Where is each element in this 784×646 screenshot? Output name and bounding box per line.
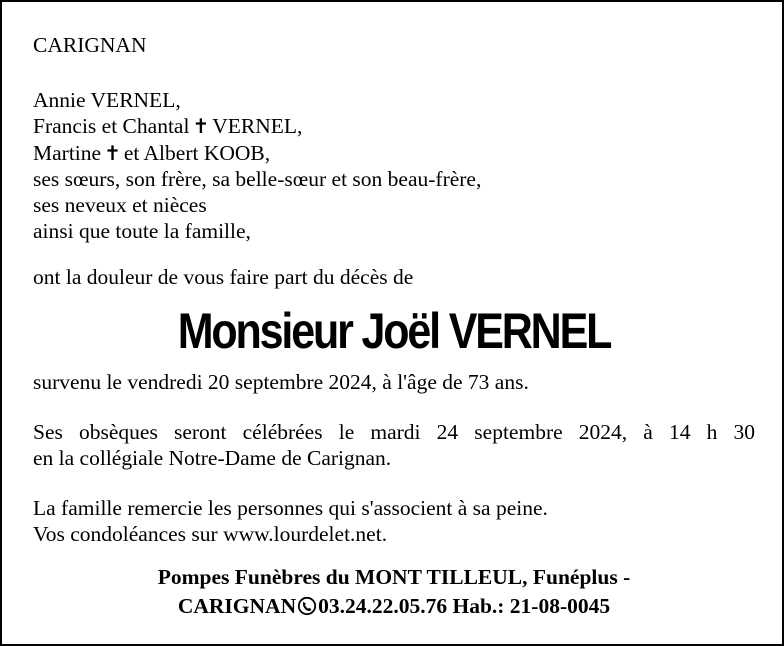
- funeral-home-town: CARIGNAN: [177, 594, 297, 618]
- family-line-3-before: Martine: [33, 141, 102, 165]
- family-line-6: ainsi que toute la famille,: [33, 219, 251, 243]
- phone-icon: [297, 595, 317, 624]
- funeral-home-contact: [2, 592, 784, 624]
- funeral-home-phone: 03.24.22.05.76 Hab.: 21-08-0045: [318, 594, 611, 618]
- thanks-line-1: La famille remercie les personnes qui s'associent à sa peine.: [33, 496, 548, 520]
- family-line-3-after: et Albert KOOB,: [123, 141, 271, 165]
- condolences-line: Vos condoléances sur www.lourdelet.net.: [33, 522, 388, 546]
- announcement-text: ont la douleur de vous faire part du décès de: [33, 265, 414, 289]
- deceased-name: Monsieur Joël VERNEL: [177, 303, 611, 359]
- town-heading: CARIGNAN: [33, 33, 147, 57]
- family-line-2: [33, 114, 302, 138]
- funeral-home-name: Pompes Funèbres du MONT TILLEUL, Funéplus -: [157, 565, 631, 589]
- cross-icon: ✝: [192, 114, 210, 138]
- family-line-2-before: Francis et Chantal: [33, 114, 190, 138]
- funeral-details-line-2: en la collégiale Notre-Dame de Carignan.: [33, 446, 392, 470]
- family-line-3: [33, 141, 270, 165]
- family-line-1: Annie VERNEL,: [33, 88, 181, 112]
- family-line-5: ses neveux et nièces: [33, 193, 207, 217]
- funeral-details-line-1: Ses obsèques seront célébrées le mardi 24 septembre 2024, à 14 h 30: [33, 420, 755, 444]
- cross-icon: ✝: [104, 141, 121, 165]
- family-line-2-after: VERNEL,: [212, 114, 303, 138]
- family-line-4: ses sœurs, son frère, sa belle-sœur et son beau-frère,: [33, 167, 482, 191]
- death-details: survenu le vendredi 20 septembre 2024, à l'âge de 73 ans.: [33, 370, 529, 394]
